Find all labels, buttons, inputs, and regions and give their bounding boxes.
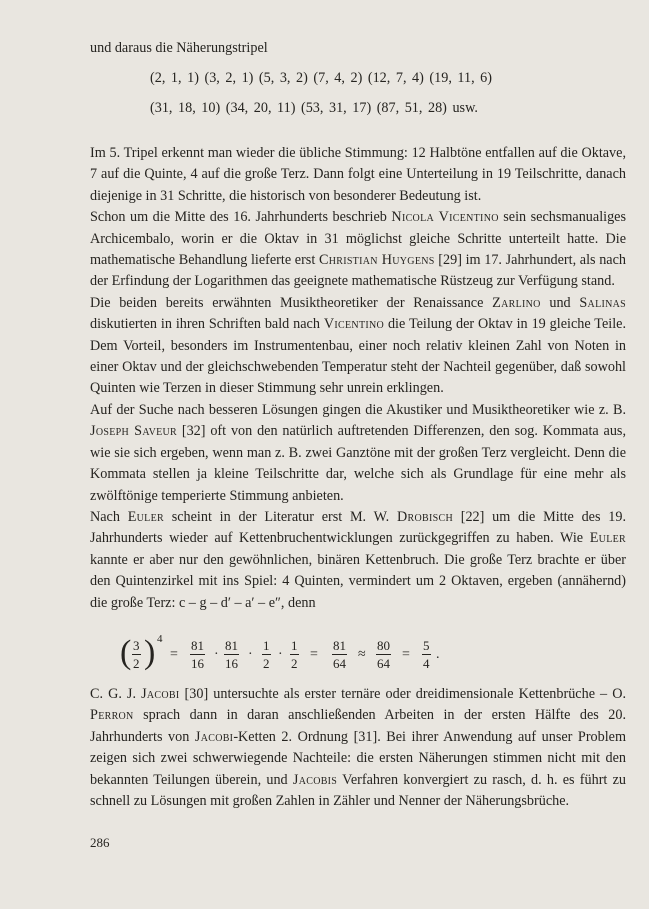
denominator: 16 xyxy=(225,656,238,671)
person-name: Joseph Saveur xyxy=(90,423,177,440)
person-name: Zarlino xyxy=(492,294,541,311)
paragraph-4 xyxy=(90,400,626,507)
right-paren: ) xyxy=(144,634,156,671)
equals-sign: = xyxy=(170,647,178,662)
denominator: 2 xyxy=(133,656,140,671)
text-run: die Teilung der Oktav in 19 gleiche Teile. Dem Vorteil, besonders im Instrumentenbau, einer noch relativ kleinen Zahl von Noten in einer Oktav und der gleichschwebenden Temperatur steht der Nachteil gegenüber, daß sowohl Quinten wie Terzen in dieser Stimmung sehr unrein erklingen. xyxy=(90,316,626,397)
person-name: Drobisch xyxy=(396,508,453,525)
text-run: Nach xyxy=(90,508,128,525)
fraction-base xyxy=(132,637,141,672)
person-name: Euler xyxy=(127,508,164,525)
paragraph-3 xyxy=(90,293,626,400)
fraction-5 xyxy=(332,637,347,672)
paragraph-2 xyxy=(90,207,626,293)
text-run: scheint in der Literatur erst M. W. xyxy=(163,508,397,525)
numerator: 81 xyxy=(333,638,346,653)
text-run: Schon um die Mitte des 16. Jahrhunderts beschrieb xyxy=(90,209,392,226)
multiply-dot: · xyxy=(248,647,253,662)
text-run: und xyxy=(540,294,580,311)
text-run: sein sechsmanualiges Archicembalo, worin er die Oktav in 31 möglichst gleiche Schritte unterteilt hatte. Die mathematische Behandlung lieferte erst xyxy=(90,209,626,269)
person-name: Jacobis xyxy=(292,771,338,788)
person-name: Perron xyxy=(90,707,134,724)
page-number: 286 xyxy=(90,835,110,850)
paragraph-5 xyxy=(90,507,626,614)
paragraph-1: Im 5. Tripel erkennt man wieder die übliche Stimmung: 12 Halbtöne entfallen auf die Oktave, 7 auf die Quinte, 4 auf die große Terz. Dann folgt eine Unterteilung in 19 Teilschritte, danach diejenige in 31 Schritte, die historisch von besonderer Bedeutung ist. xyxy=(90,145,626,204)
numerator: 80 xyxy=(377,638,390,653)
numerator: 81 xyxy=(225,638,238,653)
denominator: 2 xyxy=(263,656,270,671)
person-name: Vicentino xyxy=(323,316,385,333)
numerator: 3 xyxy=(133,638,140,653)
triples-row-2: (31, 18, 10) (34, 20, 11) (53, 31, 17) (87, 51, 28) usw. xyxy=(150,100,478,116)
text-run: Verfahren konvergiert zu rasch, d. h. es führt zu schnell zu Lösungen mit großen Zahlen in Zähler und Nenner der Näherungsbrüche. xyxy=(90,771,626,810)
equals-sign: = xyxy=(402,647,410,662)
fraction-7 xyxy=(422,637,431,672)
text-run: sprach dann in daran anschließenden Arbeiten in der ersten Hälfte des 20. Jahrhunderts von xyxy=(90,707,626,745)
denominator: 2 xyxy=(291,656,298,671)
text-run: [22] um die Mitte des 19. Jahrhunderts wieder auf Kettenbruchentwicklungen zurückgegriffen zu haben. Wie xyxy=(90,508,626,547)
fraction-1 xyxy=(190,637,205,672)
text-run: -Ketten 2. Ordnung [31]. Bei ihrer Anwendung auf unser Problem zeigen sich zwei schwerwiegende Nachteile: die ersten Näherungen stimmen nicht mit den bekannten Teilungen überein, und xyxy=(90,728,627,788)
person-name: Euler xyxy=(589,530,626,547)
person-name: Christian Huygens xyxy=(318,252,435,269)
text-run: [32] oft von den natürlich auftretenden Differenzen, den sog. Kommata aus, wie sie sich ergeben, wenn man z. B. zwei Ganztöne mit der großen Terz vergleicht. Denn die Kommata stellen ja kleine Teilschritte dar, welche sich als Grundlage für eine mehr als zwölftönige temperierte Stimmung anbieten. xyxy=(90,423,626,504)
text-run: kannte er aber nur den gewöhnlichen, binären Kettenbruch. Die große Terz brachte er über den Quintenzirkel mit ins Spiel: 4 Quinten, vermindert um 2 Oktaven, ergeben (annähernd) die große Terz: c – g – d′ – a′ – e″, denn xyxy=(90,551,626,611)
denominator: 4 xyxy=(423,656,430,671)
numerator: 1 xyxy=(263,638,270,653)
text-run: [30] untersuchte als erster ternäre oder dreidimensionale Kettenbrüche – O. xyxy=(179,686,626,702)
fraction-2 xyxy=(224,637,239,672)
text-run: Die beiden bereits erwähnten Musiktheoretiker der Renaissance xyxy=(90,294,493,311)
multiply-dot: · xyxy=(278,647,283,662)
math-formula xyxy=(120,633,520,681)
multiply-dot: · xyxy=(214,647,219,662)
left-paren: ( xyxy=(120,634,132,671)
numerator: 81 xyxy=(191,638,204,653)
person-name: Salinas xyxy=(579,294,627,311)
equals-sign: = xyxy=(310,647,318,662)
fraction-3 xyxy=(262,637,271,672)
denominator: 64 xyxy=(333,656,346,671)
denominator: 16 xyxy=(191,656,204,671)
body-text-lower xyxy=(90,684,626,812)
fraction-4 xyxy=(290,637,299,672)
text-run: C. G. J. xyxy=(90,686,142,702)
numerator: 5 xyxy=(423,638,430,653)
numerator: 1 xyxy=(291,638,298,653)
denominator: 64 xyxy=(377,656,390,671)
person-name: Jacobi xyxy=(141,686,180,702)
period: . xyxy=(436,647,440,662)
person-name: Nicola Vicentino xyxy=(391,209,499,226)
intro-line: und daraus die Näherungstripel xyxy=(90,40,268,56)
person-name: Jacobi xyxy=(194,728,234,745)
paragraph-6 xyxy=(90,684,626,812)
approx-sign: ≈ xyxy=(358,647,366,662)
triples-row-1: (2, 1, 1) (3, 2, 1) (5, 3, 2) (7, 4, 2) (12, 7, 4) (19, 11, 6) xyxy=(150,70,492,86)
text-run: diskutierten in ihren Schriften bald nach xyxy=(90,316,324,333)
fraction-6 xyxy=(376,637,391,672)
text-run: Auf der Suche nach besseren Lösungen gingen die Akustiker und Musiktheoretiker wie z. B. xyxy=(90,401,626,418)
exponent: 4 xyxy=(157,633,163,645)
body-text-upper xyxy=(90,143,626,614)
text-run: [29] im 17. Jahrhundert, als nach der Erfindung der Logarithmen das geeignete mathematische Rüstzeug zur Verfügung stand. xyxy=(90,252,626,290)
